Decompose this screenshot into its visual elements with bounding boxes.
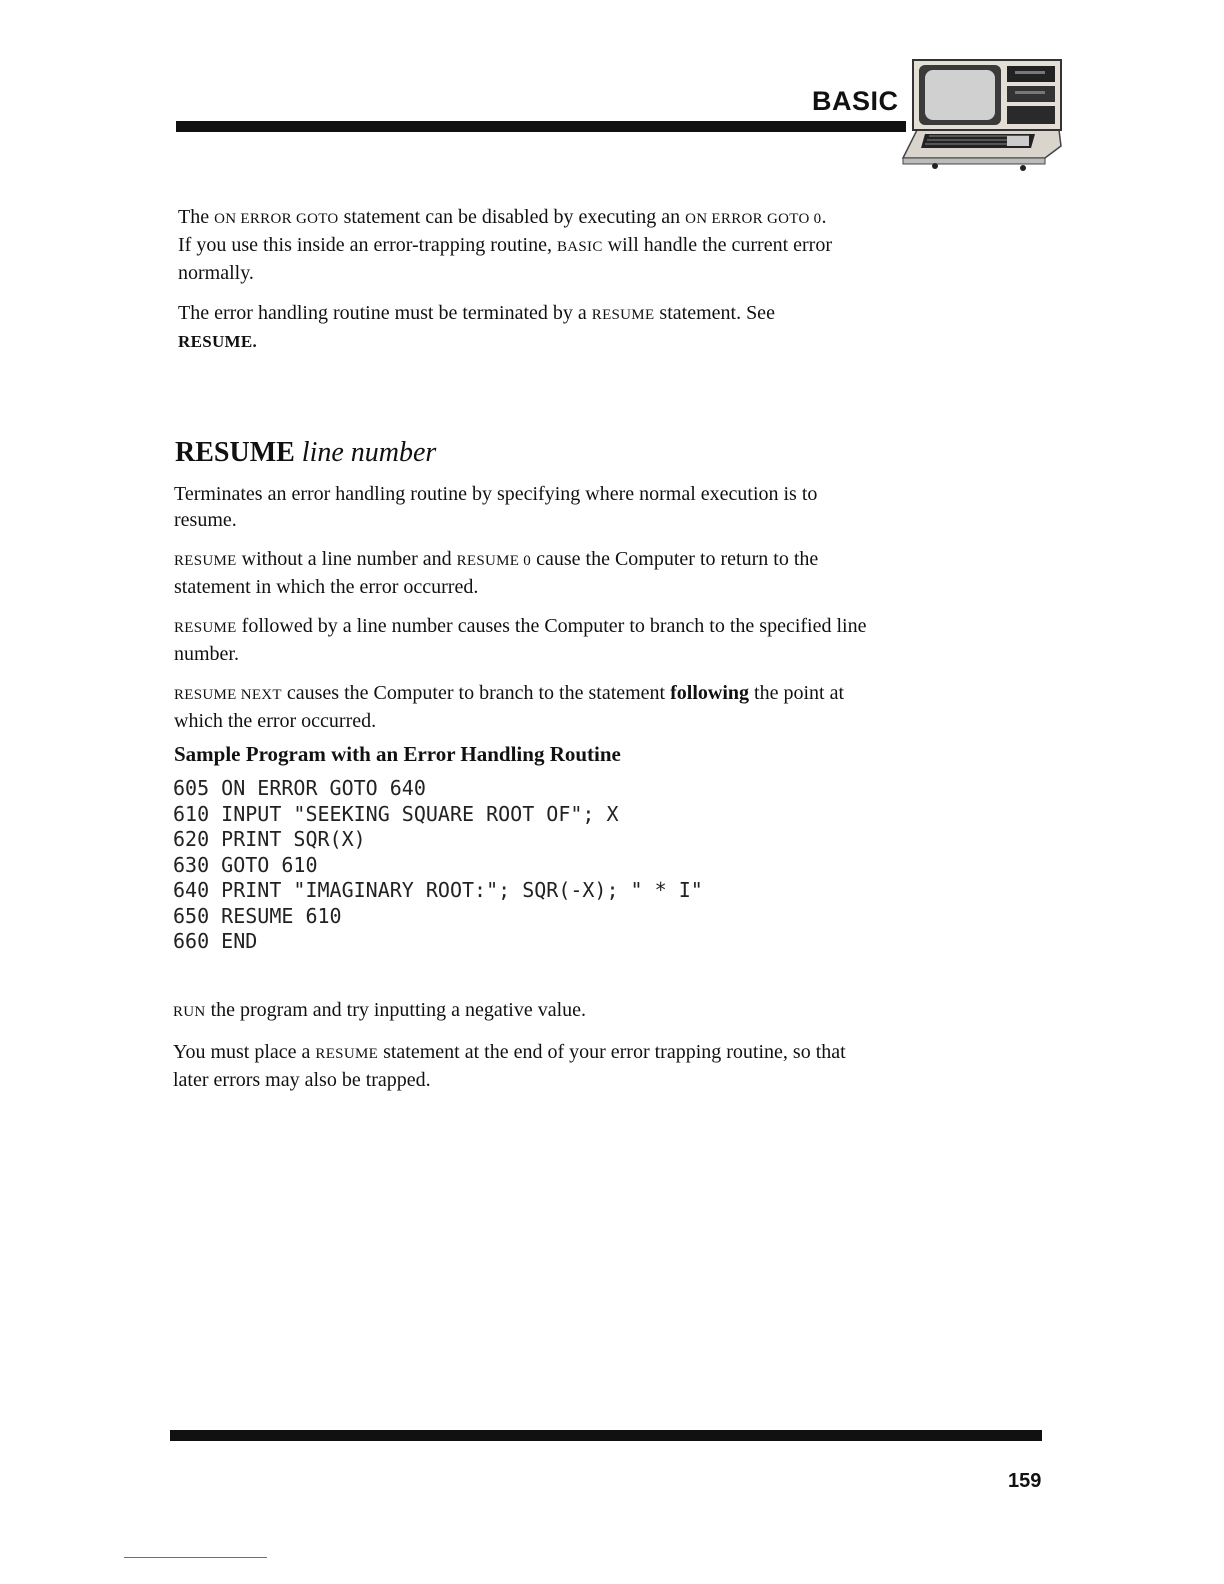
intro-paragraph-1: The ON ERROR GOTO statement can be disabled by executing an ON ERROR GOTO 0. If you use this inside an error-trapping routine, BASIC will handle the current error normally. (178, 206, 832, 284)
code-line: 620 PRINT SQR(X) (173, 827, 366, 851)
resume-cross-reference: RESUME. (178, 332, 258, 351)
keyword-resume: RESUME (591, 307, 655, 323)
code-listing (173, 776, 703, 955)
heading-keyword: RESUME (175, 437, 295, 468)
section-body (174, 481, 874, 734)
code-line: 640 PRINT "IMAGINARY ROOT:"; SQR(-X); " * I" (173, 878, 703, 902)
sample-program-heading: Sample Program with an Error Handling Routine (174, 742, 621, 766)
code-line: 630 GOTO 610 (173, 852, 318, 877)
footer-rule (170, 1430, 1042, 1441)
section-paragraph-2: RESUME followed by a line number causes the Computer to branch to the specified line number. (174, 615, 867, 665)
header-rule (176, 121, 906, 132)
closing-text (173, 997, 873, 1093)
section-description: Terminates an error handling routine by specifying where normal execution is to resume. (174, 483, 818, 531)
section-header-title: BASIC (812, 86, 899, 116)
heading-parameter: line number (301, 437, 437, 468)
keyword-on-error-goto: ON ERROR GOTO (214, 211, 339, 227)
keyword-basic: BASIC (556, 239, 603, 255)
intro-text (178, 204, 878, 355)
code-line: 610 INPUT "SEEKING SQUARE ROOT OF"; X (173, 801, 619, 826)
code-line: 605 ON ERROR GOTO 640 (173, 776, 426, 800)
intro-paragraph-2: The error handling routine must be terminated by a RESUME statement. See RESUME. (178, 302, 775, 351)
keyword-on-error-goto-0: ON ERROR GOTO 0 (685, 211, 822, 227)
page-number: 159 (1008, 1470, 1042, 1492)
section-paragraph-3: RESUME NEXT causes the Computer to branch to the statement following the point at which the error occurred. (174, 682, 845, 732)
code-line: 660 END (173, 929, 258, 953)
closing-paragraph-1: RUN the program and try inputting a negative value. (173, 999, 587, 1021)
code-line: 650 RESUME 610 (173, 903, 342, 928)
section-heading (175, 436, 436, 470)
closing-paragraph-2: You must place a RESUME statement at the end of your error trapping routine, so that later errors may also be trapped. (173, 1041, 846, 1091)
footer-divider (124, 1557, 267, 1558)
section-paragraph-1: RESUME without a line number and RESUME 0 cause the Computer to return to the statement in which the error occurred. (174, 548, 819, 598)
computer-terminal-icon (895, 58, 1065, 178)
